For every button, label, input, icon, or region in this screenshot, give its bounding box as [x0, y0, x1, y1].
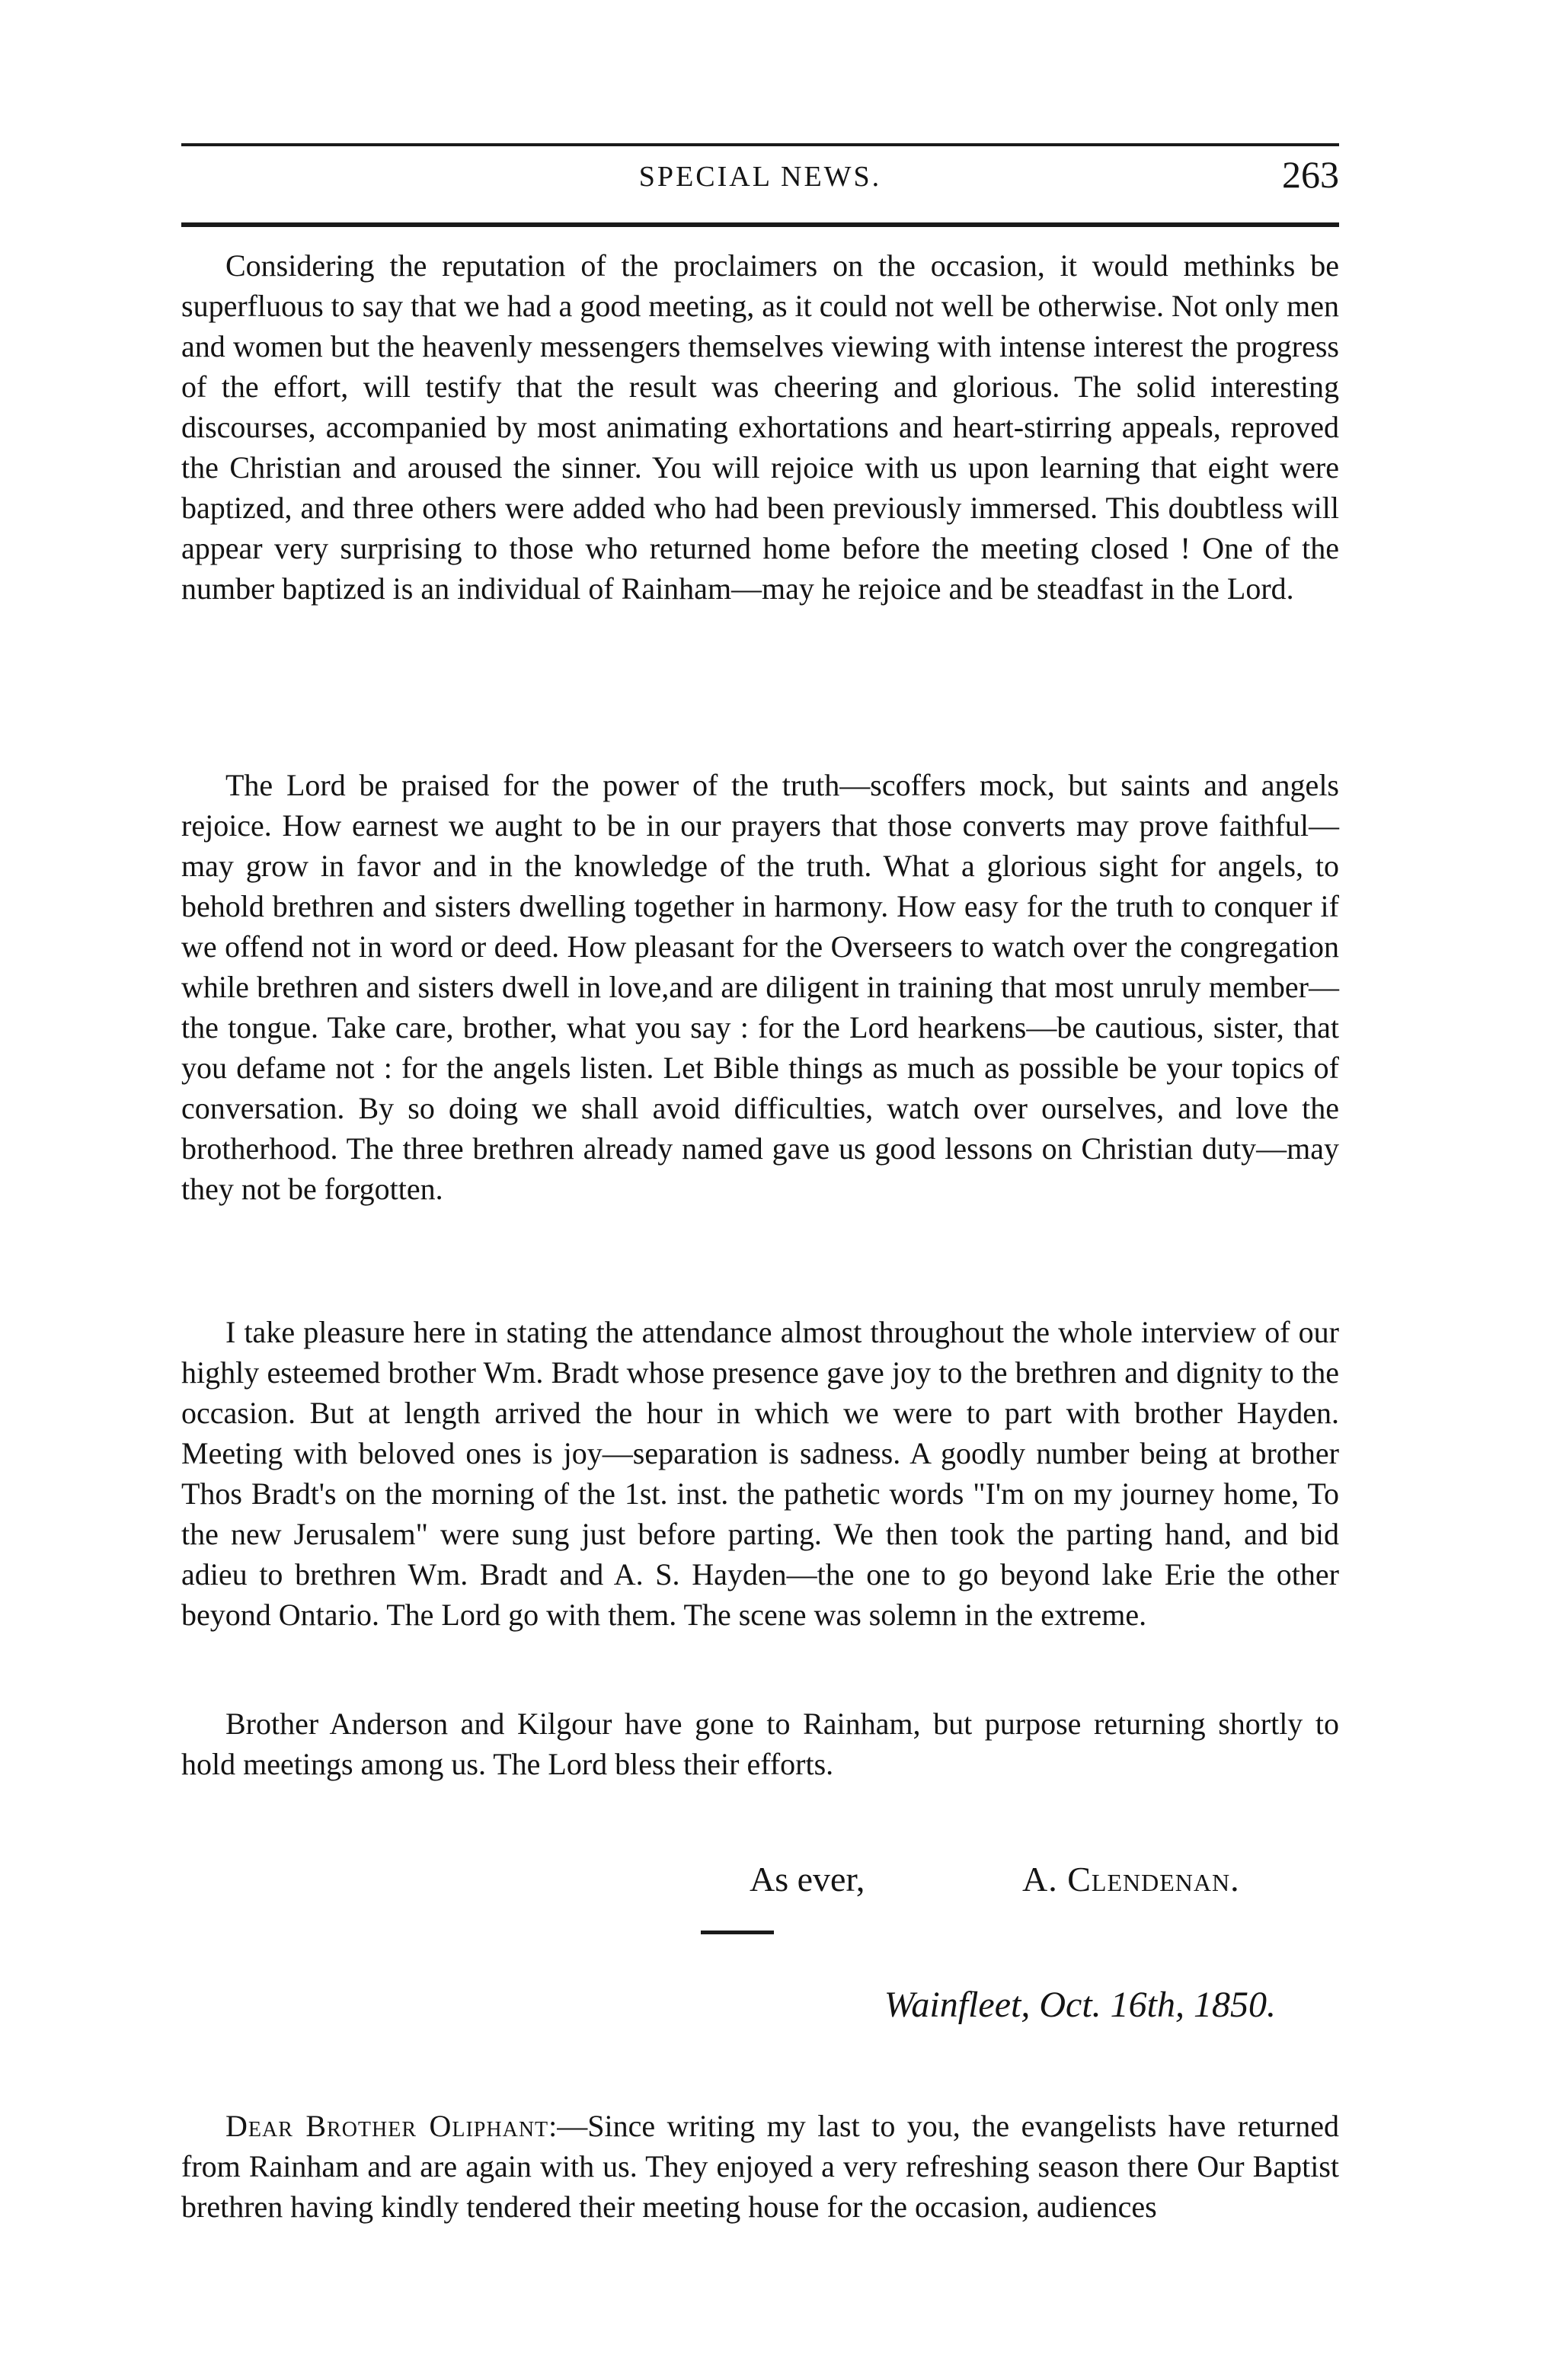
running-head-title: SPECIAL NEWS. — [638, 161, 882, 193]
paragraph-praise: The Lord be praised for the power of the truth—scoffers mock, but saints and angels rejoice. How earnest we aught to be in our prayers that those converts may prove faithful—may grow in favor and in the knowledge of the truth. What a glorious sight for angels, to behold brethren and sisters dwelling together in harmony. How easy for the truth to conquer if we offend not in word or deed. How pleasant for the Overseers to watch over the congregation while brethren and sisters dwell in love,and are diligent in training that most unruly member—the tongue. Take care, brother, what you say : for the Lord hearkens—be cautious, sister, that you defame not : for the angels listen. Let Bible things as much as possible be your topics of conversation. By so doing we shall avoid difficulties, watch over ourselves, and love the brotherhood. The three brethren already named gave us good lessons on Christian duty—may they not be forgotten. — [181, 768, 1339, 1206]
letter-salutation: Dear Brother Oliphant — [225, 2109, 549, 2143]
paragraph-farewell: I take pleasure here in stating the attendance almost throughout the whole interview of our highly esteemed brother Wm. Bradt whose presence gave joy to the brethren and dignity to the occasion. But at length arrived the hour in which we were to part with brother Hayden. Meeting with beloved ones is joy—separation is sadness. A goodly number being at brother Thos Bradt's on the morning of the 1st. inst. the pathetic words "I'm on my journey home, To the new Jerusalem" were sung just before parting. We then took the parting hand, and bid adieu to brethren Wm. Bradt and A. S. Hayden—the one to go beyond lake Erie the other beyond Ontario. The Lord go with them. The scene was solemn in the extreme. — [181, 1315, 1339, 1632]
signoff-phrase: As ever, — [750, 1860, 865, 1899]
letter-body: :—Since writing my last to you, the evangelists have returned from Rainham and are again with us. They enjoyed a very refreshing season there Our Baptist brethren having kindly tendered their meeting house for the occasion, audiences — [181, 2109, 1340, 2224]
paragraph-rainham-note: Brother Anderson and Kilgour have gone to Rainham, but purpose returning shortly to hold meetings among us. The Lord bless their efforts. — [181, 1707, 1339, 1781]
dateline: Wainfleet, Oct. 16th, 1850. — [884, 1985, 1276, 2025]
signoff-name: A. Clendenan. — [1022, 1860, 1240, 1899]
section-divider — [701, 1931, 774, 1934]
paragraph-meeting-report: Considering the reputation of the proclaimers on the occasion, it would methinks be superfluous to say that we had a good meeting, as it could not well be otherwise. Not only men and women but the heavenly messengers themselves viewing with intense interest the progress of the effort, will testify that the result was cheering and glorious. The solid interesting discourses, accompanied by most animating exhortations and heart-stirring appeals, reproved the Christian and aroused the sinner. You will rejoice with us upon learning that eight were baptized, and three others were added who had been previously immersed. This doubtless will appear very surprising to those who returned home before the meeting closed ! One of the number baptized is an individual of Rainham—may he rejoice and be steadfast in the Lord. — [181, 248, 1339, 606]
running-head — [181, 153, 1339, 210]
top-rule — [181, 143, 1339, 146]
page-number: 263 — [1282, 153, 1339, 196]
letter-paragraph — [181, 2106, 1339, 2227]
header-rule — [181, 222, 1339, 227]
